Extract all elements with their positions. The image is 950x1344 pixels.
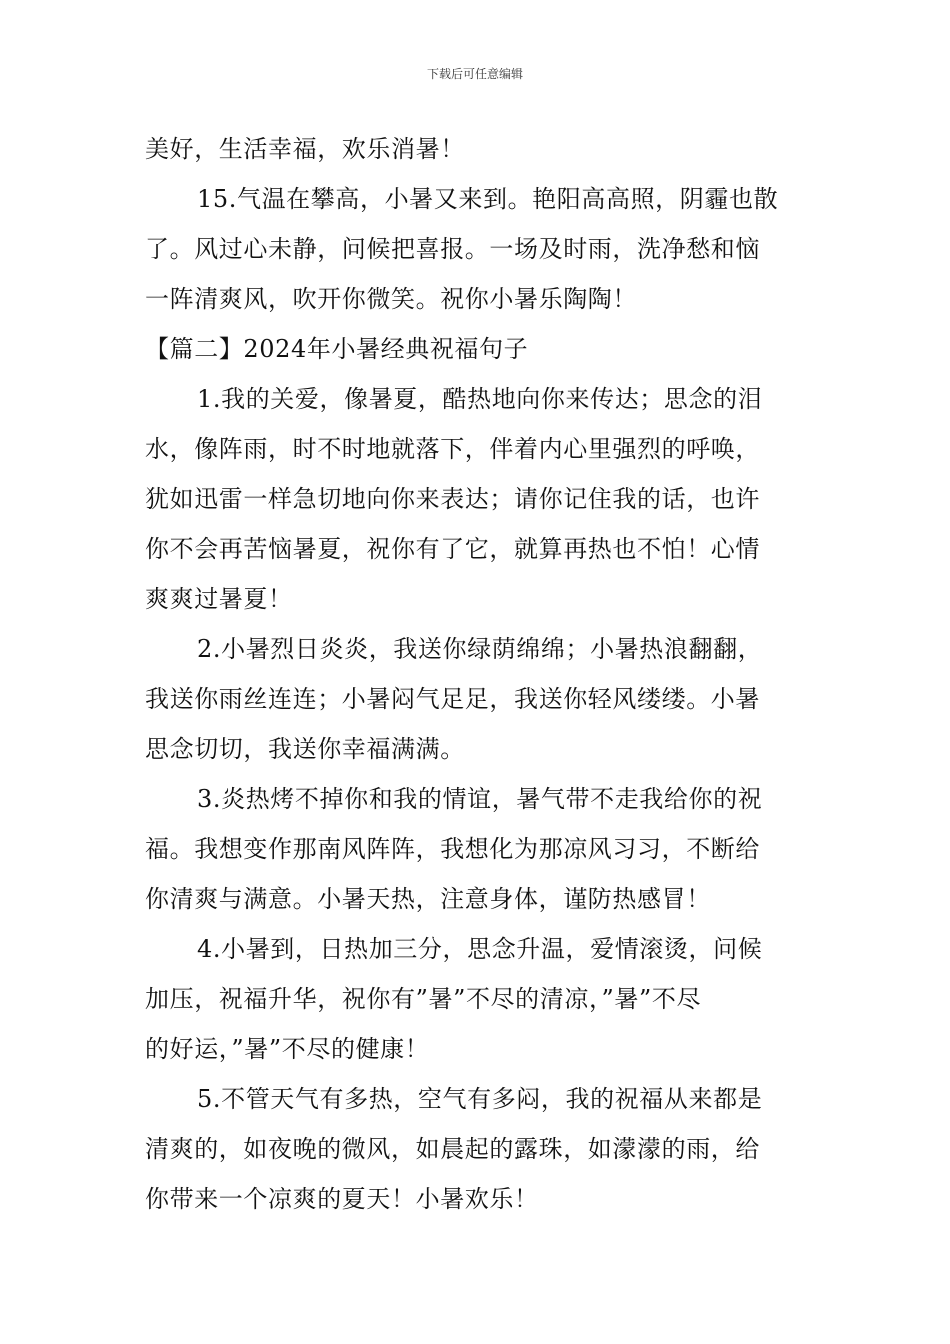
text-line: 你带来一个凉爽的夏天！小暑欢乐！ (145, 1185, 539, 1213)
text-line: 你清爽与满意。小暑天热，注意身体，谨防热感冒！ (145, 885, 711, 913)
text-line: 4.小暑到，日热加三分，思念升温，爱情滚烫，问候 (197, 935, 763, 963)
text-line: 2.小暑烈日炎炎，我送你绿荫绵绵；小暑热浪翻翻， (197, 635, 763, 663)
text-line: 水，像阵雨，时不时地就落下，伴着内心里强烈的呼唤， (145, 435, 760, 463)
text-line: 清爽的，如夜晚的微风，如晨起的露珠，如濛濛的雨，给 (145, 1135, 760, 1163)
text-line: 5.不管天气有多热，空气有多闷，我的祝福从来都是 (197, 1085, 763, 1113)
document-body (145, 124, 807, 1224)
text-line: 加压，祝福升华，祝你有”暑”不尽的清凉，”暑”不尽 (145, 985, 702, 1013)
text-line: 爽爽过暑夏！ (145, 585, 293, 613)
page-header: 下载后可任意编辑 (426, 67, 523, 81)
text-line: 了。风过心未静，问候把喜报。一场及时雨，洗净愁和恼 (145, 235, 760, 263)
text-line: 的好运，”暑”不尽的健康！ (145, 1035, 430, 1063)
text-line: 美好，生活幸福，欢乐消暑！ (145, 135, 465, 163)
text-line: 犹如迅雷一样急切地向你来表达；请你记住我的话，也许 (145, 485, 760, 513)
text-line: 3.炎热烤不掉你和我的情谊，暑气带不走我给你的祝 (197, 785, 763, 813)
section-heading: 【篇二】2024年小暑经典祝福句子 (145, 335, 529, 363)
text-line: 一阵清爽风，吹开你微笑。祝你小暑乐陶陶！ (145, 285, 637, 313)
text-line: 我送你雨丝连连；小暑闷气足足，我送你轻风缕缕。小暑 (145, 685, 760, 713)
text-line: 福。我想变作那南风阵阵，我想化为那凉风习习，不断给 (145, 835, 760, 863)
text-line: 思念切切，我送你幸福满满。 (145, 735, 465, 763)
text-line: 15.气温在攀高，小暑又来到。艳阳高高照，阴霾也散 (197, 185, 779, 213)
text-line: 你不会再苦恼暑夏，祝你有了它，就算再热也不怕！心情 (145, 535, 760, 563)
text-line: 1.我的关爱，像暑夏，酷热地向你来传达；思念的泪 (197, 385, 763, 413)
